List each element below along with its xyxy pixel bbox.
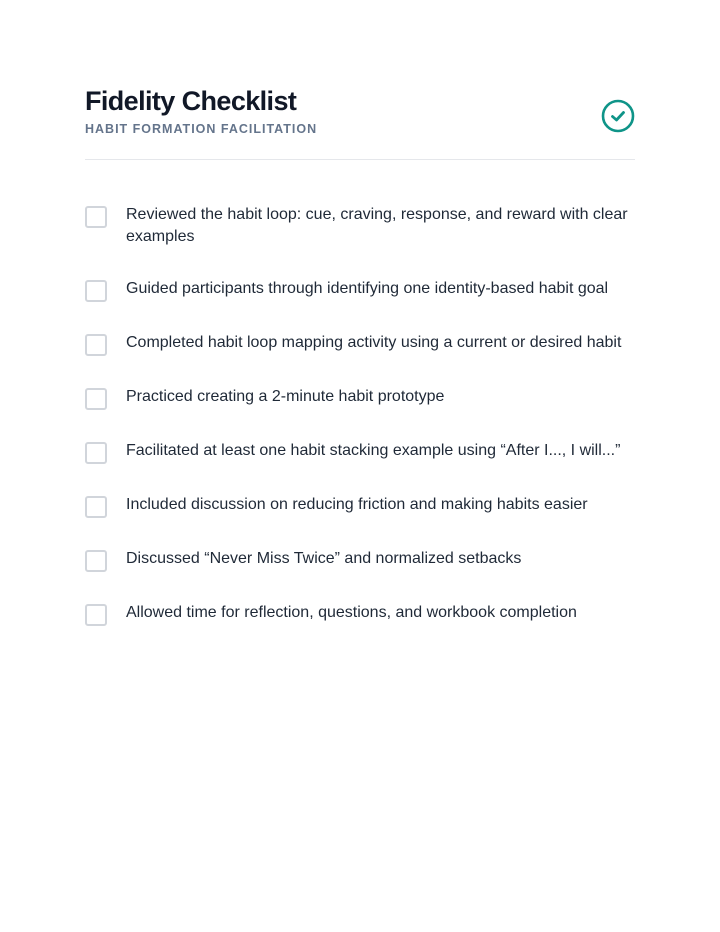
page-header [85, 86, 635, 160]
checklist-item [85, 278, 635, 302]
checklist-item [85, 332, 635, 356]
checklist-item [85, 602, 635, 626]
checklist [85, 204, 635, 626]
checklist-item [85, 386, 635, 410]
checklist-item-label: Reviewed the habit loop: cue, craving, response, and reward with clear examples [126, 206, 628, 245]
checklist-item-label: Practiced creating a 2-minute habit prototype [126, 388, 445, 405]
checkbox[interactable] [85, 388, 107, 410]
checklist-item-label: Facilitated at least one habit stacking example using “After I..., I will...” [126, 442, 621, 459]
checklist-item-label: Completed habit loop mapping activity using a current or desired habit [126, 334, 622, 351]
checkbox[interactable] [85, 334, 107, 356]
page-title: Fidelity Checklist [85, 86, 297, 116]
checklist-item-label: Allowed time for reflection, questions, and workbook completion [126, 604, 577, 621]
checklist-item [85, 548, 635, 572]
checklist-item-label: Guided participants through identifying one identity-based habit goal [126, 280, 609, 297]
page-subtitle: HABIT FORMATION FACILITATION [85, 122, 318, 136]
checklist-item [85, 204, 635, 248]
checklist-item-label: Included discussion on reducing friction and making habits easier [126, 496, 588, 513]
checkbox[interactable] [85, 550, 107, 572]
checklist-item [85, 494, 635, 518]
checkbox[interactable] [85, 206, 107, 228]
check-circle-icon [601, 99, 635, 133]
checkbox[interactable] [85, 496, 107, 518]
checkbox[interactable] [85, 604, 107, 626]
checklist-item-label: Discussed “Never Miss Twice” and normalized setbacks [126, 550, 522, 567]
checklist-item [85, 440, 635, 464]
checkbox[interactable] [85, 442, 107, 464]
checkbox[interactable] [85, 280, 107, 302]
